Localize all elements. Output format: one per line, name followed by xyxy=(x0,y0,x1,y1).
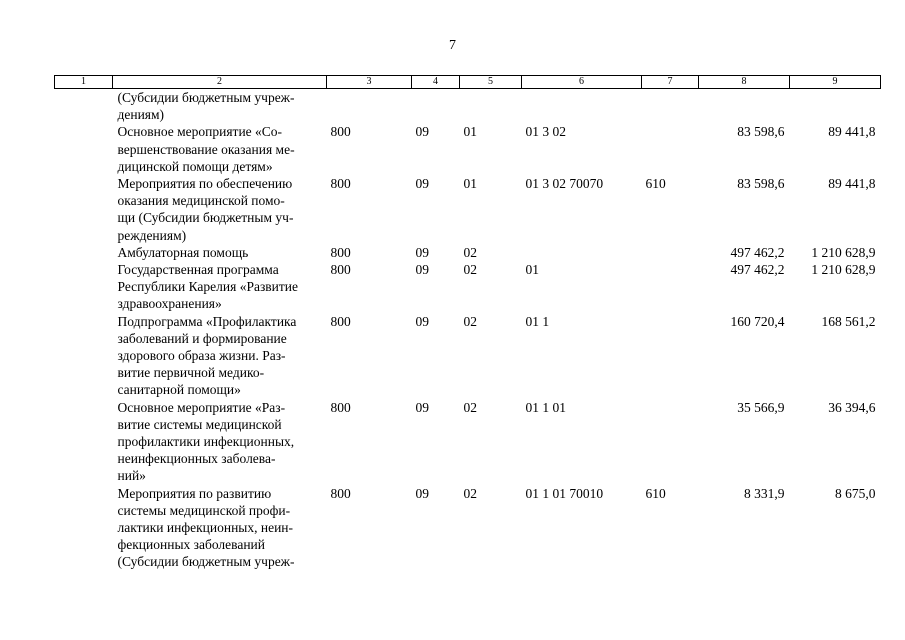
row-sum-2: 1 210 628,9 xyxy=(811,244,876,260)
row-sum-2 xyxy=(790,89,881,124)
row-pr: 01 xyxy=(463,176,477,192)
budget-table xyxy=(54,75,881,571)
table-body xyxy=(55,89,881,571)
row-vr xyxy=(642,261,699,313)
table-row xyxy=(55,244,881,261)
column-header-9: 9 xyxy=(790,76,881,89)
row-vr: 610 xyxy=(645,485,666,501)
row-sum-1: 8 331,9 xyxy=(744,485,785,501)
row-pr: 02 xyxy=(463,313,477,329)
row-csr: 01 1 xyxy=(525,313,550,329)
row-vr xyxy=(642,313,699,399)
row-csr: 01 3 02 xyxy=(525,124,566,140)
row-name: Мероприятия по развитию системы медицинской профи- лактики инфекционных, неин- фекционных заболеваний (Субсидии бюджетным учреж- xyxy=(117,485,295,570)
row-sum-1: 83 598,6 xyxy=(737,124,785,140)
column-header-5: 5 xyxy=(460,76,522,89)
row-sum-1 xyxy=(699,89,790,124)
table-row xyxy=(55,313,881,399)
row-rz: 09 xyxy=(415,399,429,415)
row-name: (Субсидии бюджетным учреж- дениям) xyxy=(117,90,295,123)
table-row xyxy=(55,261,881,313)
row-pr: 02 xyxy=(463,262,477,278)
row-rz: 09 xyxy=(415,244,429,260)
table-row xyxy=(55,89,881,124)
row-sum-1: 35 566,9 xyxy=(737,399,785,415)
column-header-8: 8 xyxy=(699,76,790,89)
row-sum-2: 168 561,2 xyxy=(821,313,876,329)
row-number-cell xyxy=(55,485,113,571)
row-vr xyxy=(642,89,699,124)
row-pr: 02 xyxy=(463,244,477,260)
row-number-cell xyxy=(55,261,113,313)
row-rz: 09 xyxy=(415,485,429,501)
row-ved: 800 xyxy=(330,176,351,192)
row-pr: 02 xyxy=(463,485,477,501)
row-number-cell xyxy=(55,399,113,485)
row-rz: 09 xyxy=(415,262,429,278)
row-number-cell xyxy=(55,175,113,244)
table-header xyxy=(55,76,881,89)
row-name: Основное мероприятие «Раз- витие системы медицинской профилактики инфекционных, неинфекционных заболева- ний» xyxy=(117,399,295,484)
column-header-6: 6 xyxy=(522,76,642,89)
row-pr: 01 xyxy=(463,124,477,140)
column-header-2: 2 xyxy=(113,76,327,89)
row-sum-1: 497 462,2 xyxy=(730,244,785,260)
row-csr: 01 1 01 70010 xyxy=(525,485,604,501)
row-vr: 610 xyxy=(645,176,666,192)
row-number-cell xyxy=(55,244,113,261)
column-header-3: 3 xyxy=(327,76,412,89)
row-csr: 01 3 02 70070 xyxy=(525,176,604,192)
row-ved: 800 xyxy=(330,244,351,260)
row-vr xyxy=(642,123,699,175)
column-header-7: 7 xyxy=(642,76,699,89)
row-csr xyxy=(522,89,642,124)
row-rz: 09 xyxy=(415,176,429,192)
row-name: Государственная программа Республики Карелия «Развитие здравоохранения» xyxy=(117,262,299,312)
row-sum-2: 1 210 628,9 xyxy=(811,262,876,278)
row-number-cell xyxy=(55,313,113,399)
table-row xyxy=(55,123,881,175)
row-ved xyxy=(327,89,412,124)
row-sum-1: 160 720,4 xyxy=(730,313,785,329)
row-sum-2: 89 441,8 xyxy=(828,124,876,140)
row-sum-2: 36 394,6 xyxy=(828,399,876,415)
row-ved: 800 xyxy=(330,262,351,278)
row-name: Основное мероприятие «Со- вершенствование оказания ме- дицинской помощи детям» xyxy=(117,124,295,174)
table-row xyxy=(55,399,881,485)
row-pr: 02 xyxy=(463,399,477,415)
row-ved: 800 xyxy=(330,485,351,501)
table-row xyxy=(55,175,881,244)
row-name: Подпрограмма «Профилактика заболеваний и формирование здорового образа жизни. Раз- витие первичной медико- санитарной помощи» xyxy=(117,313,297,398)
row-number-cell xyxy=(55,123,113,175)
row-name: Мероприятия по обеспечению оказания медицинской помо- щи (Субсидии бюджетным уч- реждениям) xyxy=(117,176,294,243)
row-rz: 09 xyxy=(415,124,429,140)
row-csr: 01 xyxy=(525,262,539,278)
column-number-row xyxy=(55,76,881,89)
row-sum-2: 8 675,0 xyxy=(835,485,876,501)
row-rz xyxy=(412,89,460,124)
row-csr xyxy=(522,244,642,261)
table-row xyxy=(55,485,881,571)
row-ved: 800 xyxy=(330,399,351,415)
column-header-4: 4 xyxy=(412,76,460,89)
row-ved: 800 xyxy=(330,313,351,329)
row-vr xyxy=(642,244,699,261)
row-sum-1: 83 598,6 xyxy=(737,176,785,192)
row-ved: 800 xyxy=(330,124,351,140)
column-header-1: 1 xyxy=(55,76,113,89)
row-name: Амбулаторная помощь xyxy=(117,244,249,260)
row-number-cell xyxy=(55,89,113,124)
page-number: 7 xyxy=(449,38,456,53)
row-rz: 09 xyxy=(415,313,429,329)
row-sum-1: 497 462,2 xyxy=(730,262,785,278)
row-vr xyxy=(642,399,699,485)
row-sum-2: 89 441,8 xyxy=(828,176,876,192)
row-pr xyxy=(460,89,522,124)
row-csr: 01 1 01 xyxy=(525,399,566,415)
